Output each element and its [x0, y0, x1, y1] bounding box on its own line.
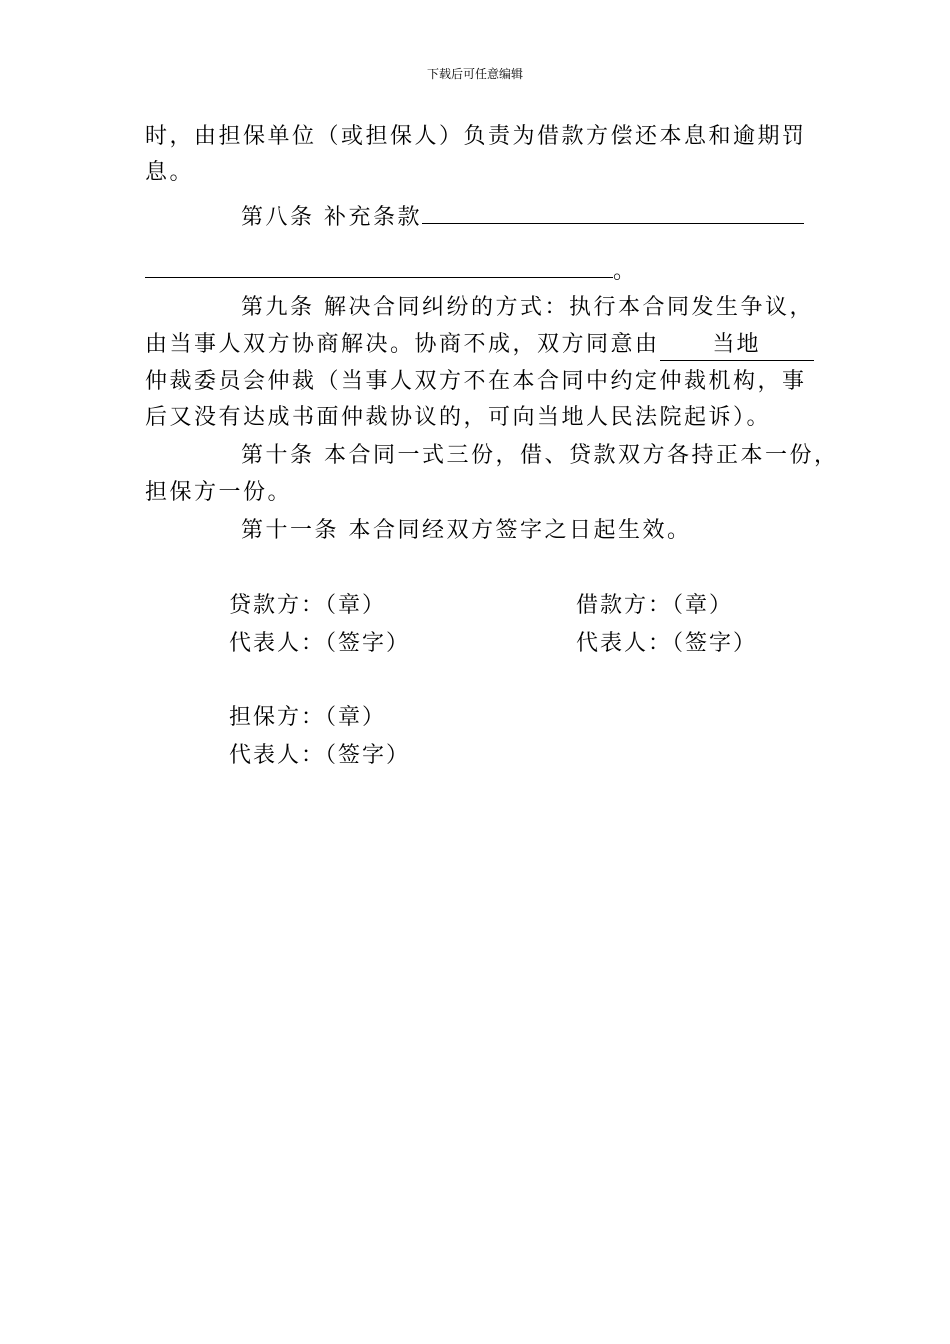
article-9-line: [145, 330, 814, 361]
article-9-line: 仲裁委员会仲裁（当事人双方不在本合同中约定仲裁机构，事: [145, 369, 807, 394]
article-8-end: 。: [613, 259, 638, 284]
paragraph-line: 时，由担保单位（或担保人）负责为借款方偿还本息和逾期罚: [145, 124, 807, 149]
article-9-line: 第九条 解决合同纠纷的方式：执行本合同发生争议，: [241, 295, 814, 320]
lender-representative: 代表人：（签字）: [229, 631, 411, 656]
article-10-line: 第十条 本合同一式三份，借、贷款双方各持正本一份，: [241, 443, 839, 468]
lender-seal: 贷款方：（章）: [229, 593, 387, 618]
guarantor-representative: 代表人：（签字）: [229, 743, 411, 768]
article-9-text: 由当事人双方协商解决。协商不成，双方同意由: [145, 332, 660, 357]
article-8: [241, 199, 804, 233]
page-header: 下载后可任意编辑: [426, 67, 523, 81]
supplement-blank-2: [145, 253, 613, 278]
arbitration-place-field: 当地: [660, 330, 814, 361]
article-11: 第十一条 本合同经双方签字之日起生效。: [241, 518, 692, 543]
article-8-continuation: [145, 253, 638, 287]
supplement-blank: [422, 199, 804, 224]
article-9-line: 后又没有达成书面仲裁协议的，可向当地人民法院起诉）。: [145, 405, 772, 430]
borrower-representative: 代表人：（签字）: [576, 631, 758, 656]
article-8-label: 第八条 补充条款: [241, 205, 422, 230]
guarantor-seal: 担保方：（章）: [229, 705, 387, 730]
paragraph-line: 息。: [145, 160, 195, 185]
article-10-line: 担保方一份。: [145, 480, 293, 505]
borrower-seal: 借款方：（章）: [576, 593, 734, 618]
